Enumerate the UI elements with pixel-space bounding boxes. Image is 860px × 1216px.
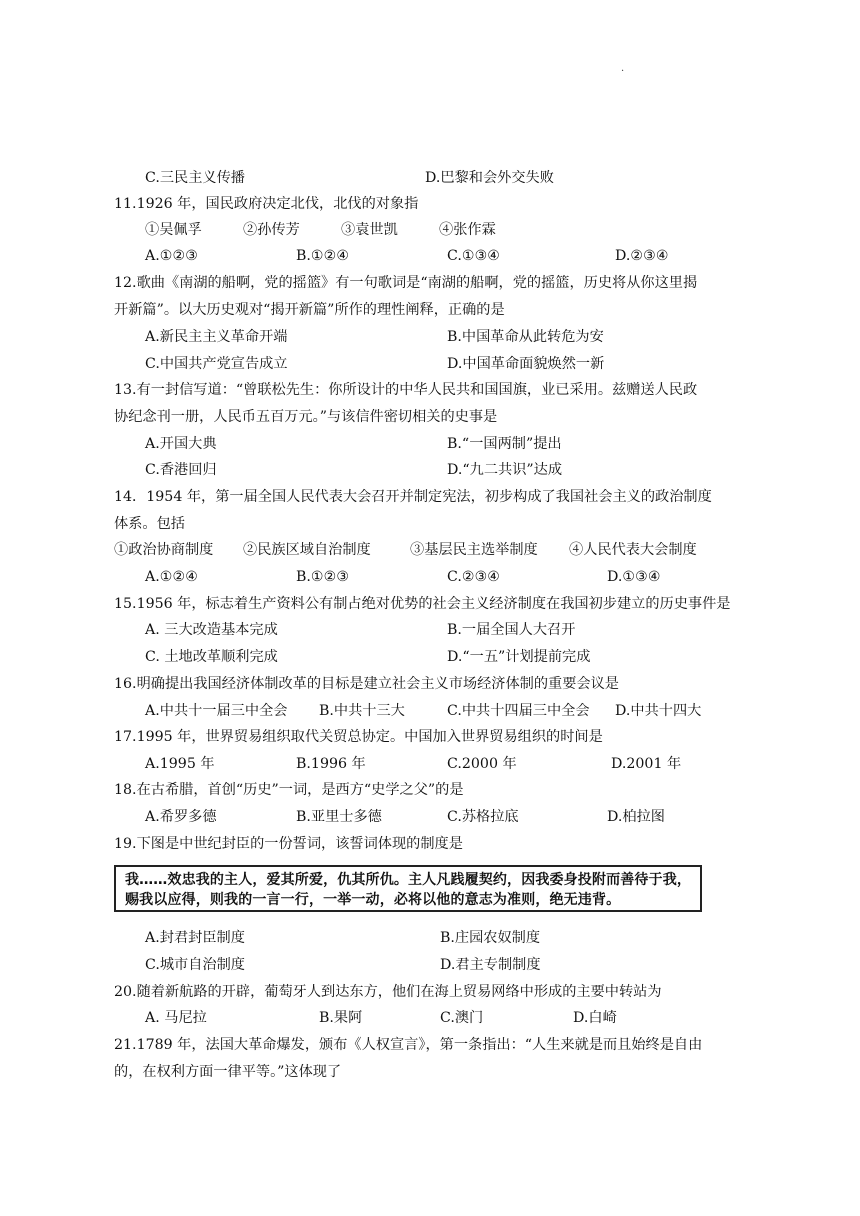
q18-option-a: A.希罗多德 [145,809,217,825]
q10-option-d: D.巴黎和会外交失败 [425,170,554,186]
q17-option-d: D.2001 年 [611,756,682,772]
q20-option-a: A. 马尼拉 [145,1010,207,1026]
q13-option-c: C.香港回归 [145,462,217,478]
q14-item-4: ④人民代表大会制度 [569,542,697,558]
q12-stem-line1: 12.歌曲《南湖的船啊，党的摇篮》有一句歌词是“南湖的船啊，党的摇篮，历史将从你这里揭 [114,275,698,291]
q11-item-1: ①吴佩孚 [145,222,202,238]
q20-option-c: C.澳门 [440,1010,484,1026]
q14-option-b: B.①②③ [296,569,350,585]
q16-stem: 16.明确提出我国经济体制改革的目标是建立社会主义市场经济体制的重要会议是 [114,676,619,692]
q10-option-c: C.三民主义传播 [145,170,245,186]
q13-option-d: D.“九二共识”达成 [447,462,563,478]
q12-option-d: D.中国革命面貌焕然一新 [447,356,605,372]
q11-option-b: B.①②④ [296,248,350,264]
q17-stem: 17.1995 年，世界贸易组织取代关贸总协定。中国加入世界贸易组织的时间是 [114,729,603,745]
q16-option-a: A.中共十一届三中全会 [145,703,288,719]
q14-item-2: ②民族区域自治制度 [243,542,371,558]
oath-quote-box [114,865,702,912]
q20-option-b: B.果阿 [319,1010,363,1026]
q15-stem: 15.1956 年，标志着生产资料公有制占绝对优势的社会主义经济制度在我国初步建立的历史事件是 [114,596,731,612]
q19-option-b: B.庄园农奴制度 [440,930,541,946]
q14-option-d: D.①③④ [607,569,661,585]
q13-stem-line2: 协纪念刊一册，人民币五百万元。”与该信件密切相关的史事是 [114,409,498,425]
q16-option-c: C.中共十四届三中全会 [447,703,590,719]
q19-stem: 19.下图是中世纪封臣的一份誓词，该誓词体现的制度是 [114,836,463,852]
q17-option-a: A.1995 年 [145,756,215,772]
q11-option-a: A.①②③ [145,248,198,264]
q15-option-b: B.一届全国人大召开 [447,622,576,638]
q14-option-c: C.②③④ [447,569,501,585]
q12-option-a: A.新民主主义革命开端 [145,329,288,345]
q11-option-c: C.①③④ [447,248,501,264]
q11-stem: 11.1926 年，国民政府决定北伐，北伐的对象指 [114,196,419,212]
q12-option-c: C.中国共产党宣告成立 [145,356,288,372]
q18-option-d: D.柏拉图 [607,809,665,825]
q11-item-4: ④张作霖 [439,222,496,238]
q14-option-a: A.①②④ [145,569,198,585]
q17-option-c: C.2000 年 [447,756,517,772]
q19-option-d: D.君主专制制度 [440,957,541,973]
q21-stem-line1: 21.1789 年，法国大革命爆发，颁布《人权宣言》，第一条指出：“人生来就是而且始终是自由 [114,1037,703,1053]
q15-option-d: D.“一五”计划提前完成 [447,649,591,665]
q20-stem: 20.随着新航路的开辟，葡萄牙人到达东方，他们在海上贸易网络中形成的主要中转站为 [114,984,662,1000]
q11-item-3: ③袁世凯 [341,222,398,238]
q14-item-1: ①政治协商制度 [114,542,214,558]
q21-stem-line2: 的，在权利方面一律平等。”这体现了 [114,1064,342,1080]
q17-option-b: B.1996 年 [296,756,366,772]
q16-option-b: B.中共十三大 [319,703,405,719]
q19-option-c: C.城市自治制度 [145,957,245,973]
q18-stem: 18.在古希腊，首创“历史”一词，是西方“史学之父”的是 [114,782,464,798]
q14-stem-line2: 体系。包括 [114,516,185,532]
q12-option-b: B.中国革命从此转危为安 [447,329,604,345]
q18-option-c: C.苏格拉底 [447,809,519,825]
q13-option-b: B.“一国两制”提出 [447,436,562,452]
q12-stem-line2: 开新篇”。以大历史观对“揭开新篇”所作的理性阐释，正确的是 [114,302,505,318]
q15-option-a: A. 三大改造基本完成 [145,622,278,638]
q15-option-c: C. 土地改革顺利完成 [145,649,278,665]
q11-item-2: ②孙传芳 [243,222,300,238]
q16-option-d: D.中共十四大 [615,703,702,719]
q18-option-b: B.亚里士多德 [296,809,382,825]
q11-option-d: D.②③④ [615,248,669,264]
q14-item-3: ③基层民主选举制度 [410,542,538,558]
q14-stem-line1: 14．1954 年，第一届全国人民代表大会召开并制定宪法，初步构成了我国社会主义的政治制度 [114,489,712,505]
top-mark: · [621,66,625,77]
q13-stem-line1: 13.有一封信写道：“曾联松先生：你所设计的中华人民共和国国旗，业已采用。兹赠送人民政 [114,382,698,398]
q19-option-a: A.封君封臣制度 [145,930,245,946]
q13-option-a: A.开国大典 [145,436,217,452]
q20-option-d: D.白崎 [573,1010,617,1026]
oath-quote-text: 我……效忠我的主人，爱其所爱，仇其所仇。主人凡践履契约，因我委身投附而善待于我，赐我以应得，则我的一言一行，一举一动，必将以他的意志为准则，绝无违背。 [125,872,691,908]
